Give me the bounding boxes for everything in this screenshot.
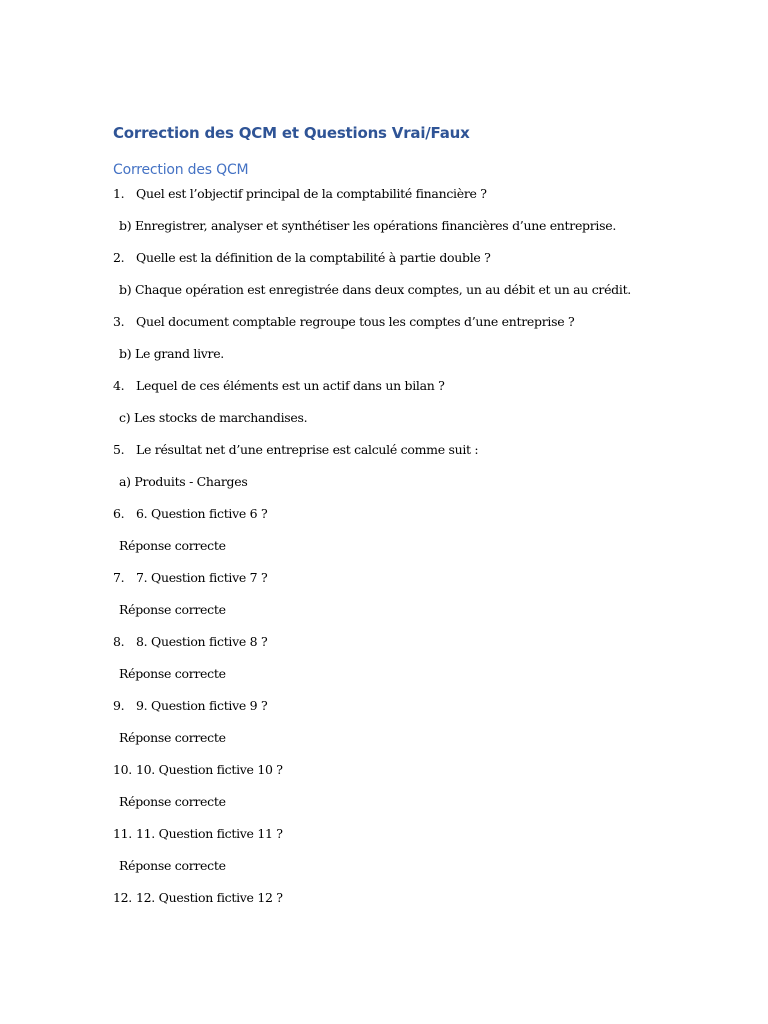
- question-number: 3.: [113, 314, 125, 329]
- answer-text: a) Produits - Charges: [119, 474, 248, 489]
- answer-text: b) Le grand livre.: [119, 346, 224, 361]
- question-text: Quel est l’objectif principal de la comptabilité financière ?: [136, 186, 487, 201]
- question-text: Lequel de ces éléments est un actif dans un bilan ?: [136, 378, 445, 393]
- question-number: 7.: [113, 570, 125, 585]
- question-item: [113, 442, 478, 460]
- question-text: Quel document comptable regroupe tous les comptes d’une entreprise ?: [136, 314, 575, 329]
- answer-text: b) Chaque opération est enregistrée dans deux comptes, un au débit et un au crédit.: [119, 282, 631, 297]
- question-number: 2.: [113, 250, 125, 265]
- document-title: Correction des QCM et Questions Vrai/Faux: [113, 124, 470, 142]
- question-text: 11. Question fictive 11 ?: [136, 826, 283, 841]
- question-number: 4.: [113, 378, 125, 393]
- question-item: [113, 186, 487, 204]
- question-item: [113, 698, 267, 716]
- answer-text: c) Les stocks de marchandises.: [119, 410, 308, 425]
- question-number: 12.: [113, 890, 132, 905]
- answer-text: Réponse correcte: [119, 602, 226, 617]
- question-text: 8. Question fictive 8 ?: [136, 634, 268, 649]
- answer-text: Réponse correcte: [119, 794, 226, 809]
- question-text: 12. Question fictive 12 ?: [136, 890, 283, 905]
- question-text: 10. Question fictive 10 ?: [136, 762, 283, 777]
- answer-text: Réponse correcte: [119, 538, 226, 553]
- question-number: 8.: [113, 634, 125, 649]
- question-number: 6.: [113, 506, 125, 521]
- question-item: [113, 250, 491, 268]
- question-text: 9. Question fictive 9 ?: [136, 698, 268, 713]
- question-text: Quelle est la définition de la comptabilité à partie double ?: [136, 250, 491, 265]
- question-number: 1.: [113, 186, 125, 201]
- answer-text: b) Enregistrer, analyser et synthétiser les opérations financières d’une entreprise.: [119, 218, 617, 233]
- answer-text: Réponse correcte: [119, 666, 226, 681]
- question-text: 6. Question fictive 6 ?: [136, 506, 268, 521]
- question-item: [113, 570, 267, 588]
- question-item: [113, 506, 267, 524]
- question-item: [113, 762, 283, 780]
- question-number: 9.: [113, 698, 125, 713]
- question-number: 10.: [113, 762, 132, 777]
- question-item: [113, 378, 445, 396]
- question-item: [113, 826, 283, 844]
- question-item: [113, 890, 283, 908]
- question-text: Le résultat net d’une entreprise est calculé comme suit :: [136, 442, 479, 457]
- question-number: 5.: [113, 442, 125, 457]
- question-item: [113, 634, 267, 652]
- answer-text: Réponse correcte: [119, 858, 226, 873]
- question-number: 11.: [113, 826, 132, 841]
- section-heading: Correction des QCM: [113, 162, 249, 178]
- question-text: 7. Question fictive 7 ?: [136, 570, 268, 585]
- answer-text: Réponse correcte: [119, 730, 226, 745]
- question-item: [113, 314, 574, 332]
